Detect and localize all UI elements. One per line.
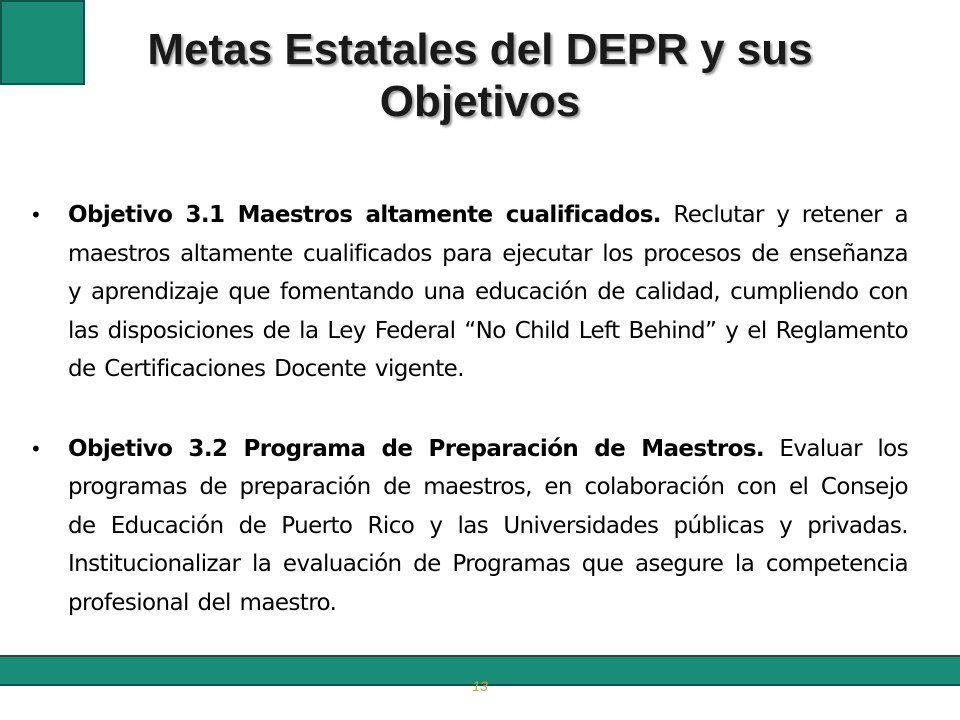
objective-heading: Objetivo 3.1 Maestros altamente cualificados. bbox=[68, 202, 661, 228]
objectives-list bbox=[28, 196, 908, 622]
objective-text: Reclutar y retener a maestros altamente cualificados para ejecutar los procesos de enseñanza y aprendizaje que fomentando una educación de calidad, cumpliendo con las disposiciones de la Ley Federal “No Child Left Behind” y el Reglamento de Certificaciones Docente vigente. bbox=[68, 202, 908, 382]
objective-text: Evaluar los programas de preparación de maestros, en colaboración con el Consejo de Educación de Puerto Rico y las Universidades públicas y privadas. Institucionalizar la evaluación de Programas que asegure la competencia profesional del maestro. bbox=[68, 435, 909, 616]
bullet-icon: • bbox=[30, 436, 42, 461]
objective-item bbox=[28, 430, 908, 623]
slide-title: Metas Estatales del DEPR y sus Objetivos bbox=[147, 25, 813, 126]
objective-item bbox=[28, 196, 908, 389]
corner-accent-square bbox=[0, 0, 85, 85]
bullet-icon: • bbox=[30, 203, 42, 227]
page-number: 13 bbox=[472, 678, 488, 694]
objective-heading: Objetivo 3.2 Programa de Preparación de Maestros. bbox=[68, 435, 765, 462]
